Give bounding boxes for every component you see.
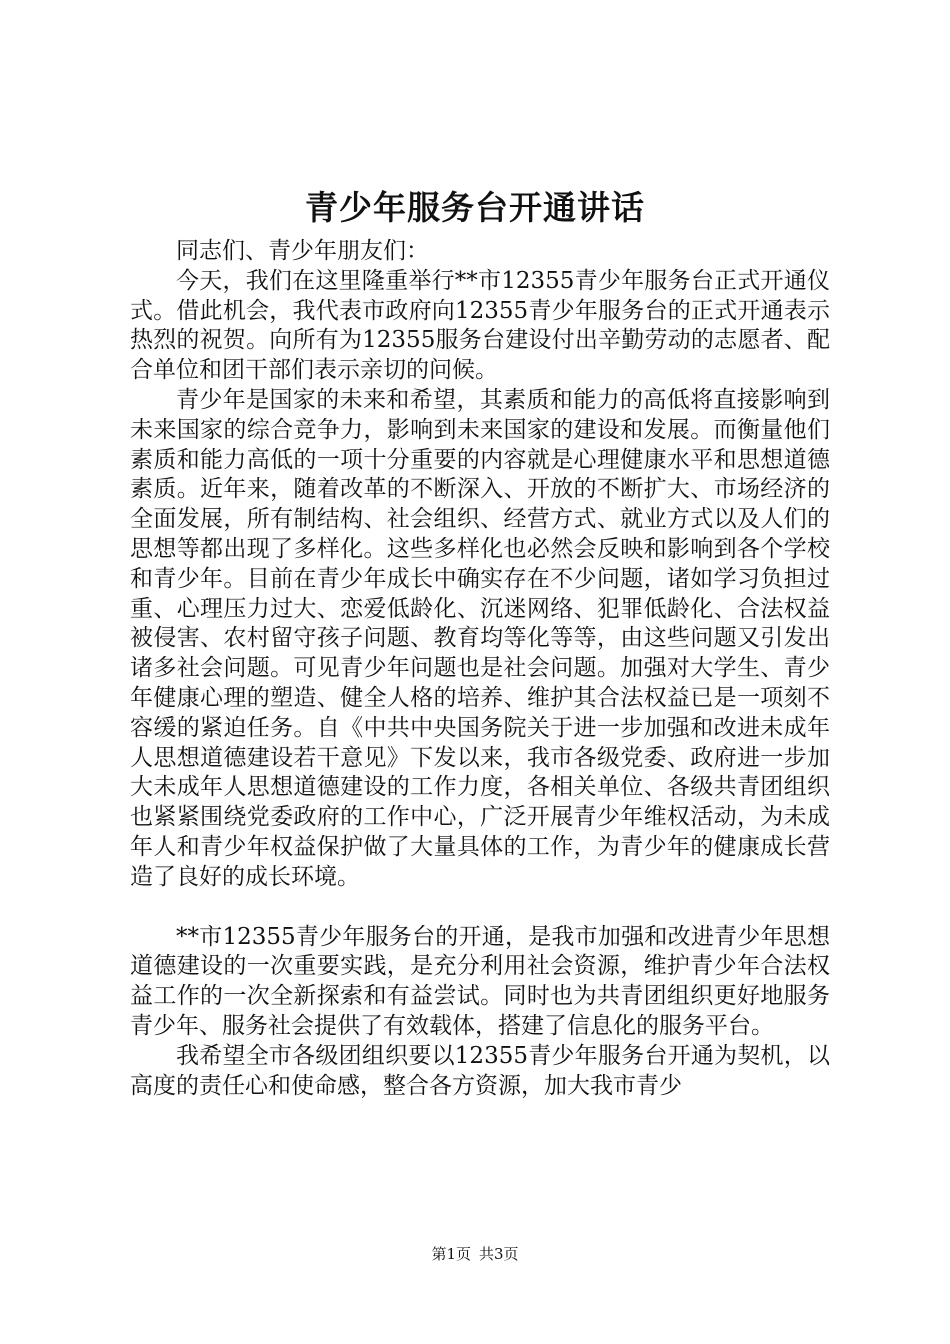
page-total: 共3页 [479, 1245, 519, 1263]
page-footer [0, 1244, 950, 1264]
page-number: 第1页 [431, 1245, 471, 1263]
salutation: 同志们、青少年朋友们： [176, 238, 429, 264]
paragraph-opening: 今天，我们在这里隆重举行**市12355青少年服务台正式开通仪式。借此机会，我代表市政府向12355青少年服务台的正式开通表示热烈的祝贺。向所有为12355服务台建设付出辛勤劳动的志愿者、配合单位和团干部们表示亲切的问候。 [130, 267, 830, 384]
paragraph-expectation: 我希望全市各级团组织要以12355青少年服务台开通为契机，以高度的责任心和使命感，整合各方资源，加大我市青少 [130, 1042, 830, 1099]
document-body [130, 237, 830, 1101]
paragraph-youth-importance: 青少年是国家的未来和希望，其素质和能力的高低将直接影响到未来国家的综合竞争力，影响到未来国家的建设和发展。而衡量他们素质和能力高低的一项十分重要的内容就是心理健康水平和思想道德素质。近年来，随着改革的不断深入、开放的不断扩大、市场经济的全面发展，所有制结构、社会组织、经营方式、就业方式以及人们的思想等都出现了多样化。这些多样化也必然会反映和影响到各个学校和青少年。目前在青少年成长中确实存在不少问题，诸如学习负担过重、心理压力过大、恋爱低龄化、沉迷网络、犯罪低龄化、合法权益被侵害、农村留守孩子问题、教育均等化等等，由这些问题又引发出诸多社会问题。可见青少年问题也是社会问题。加强对大学生、青少年健康心理的塑造、健全人格的培养、维护其合法权益已是一项刻不容缓的紧迫任务。自《中共中央国务院关于进一步加强和改进未成年人思想道德建设若干意见》下发以来，我市各级党委、政府进一步加大未成年人思想道德建设的工作力度，各相关单位、各级共青团组织也紧紧围绕党委政府的工作中心，广泛开展青少年维权活动，为未成年人和青少年权益保护做了大量具体的工作，为青少年的健康成长营造了良好的成长环境。 [130, 386, 830, 890]
paragraph-service-launch: **市12355青少年服务台的开通，是我市加强和改进青少年思想道德建设的一次重要实践，是充分利用社会资源，维护青少年合法权益工作的一次全新探索和有益尝试。同时也为共青团组织更好地服务青少年、服务社会提供了有效载体，搭建了信息化的服务平台。 [130, 923, 830, 1039]
document-title: 青少年服务台开通讲话 [305, 188, 645, 227]
